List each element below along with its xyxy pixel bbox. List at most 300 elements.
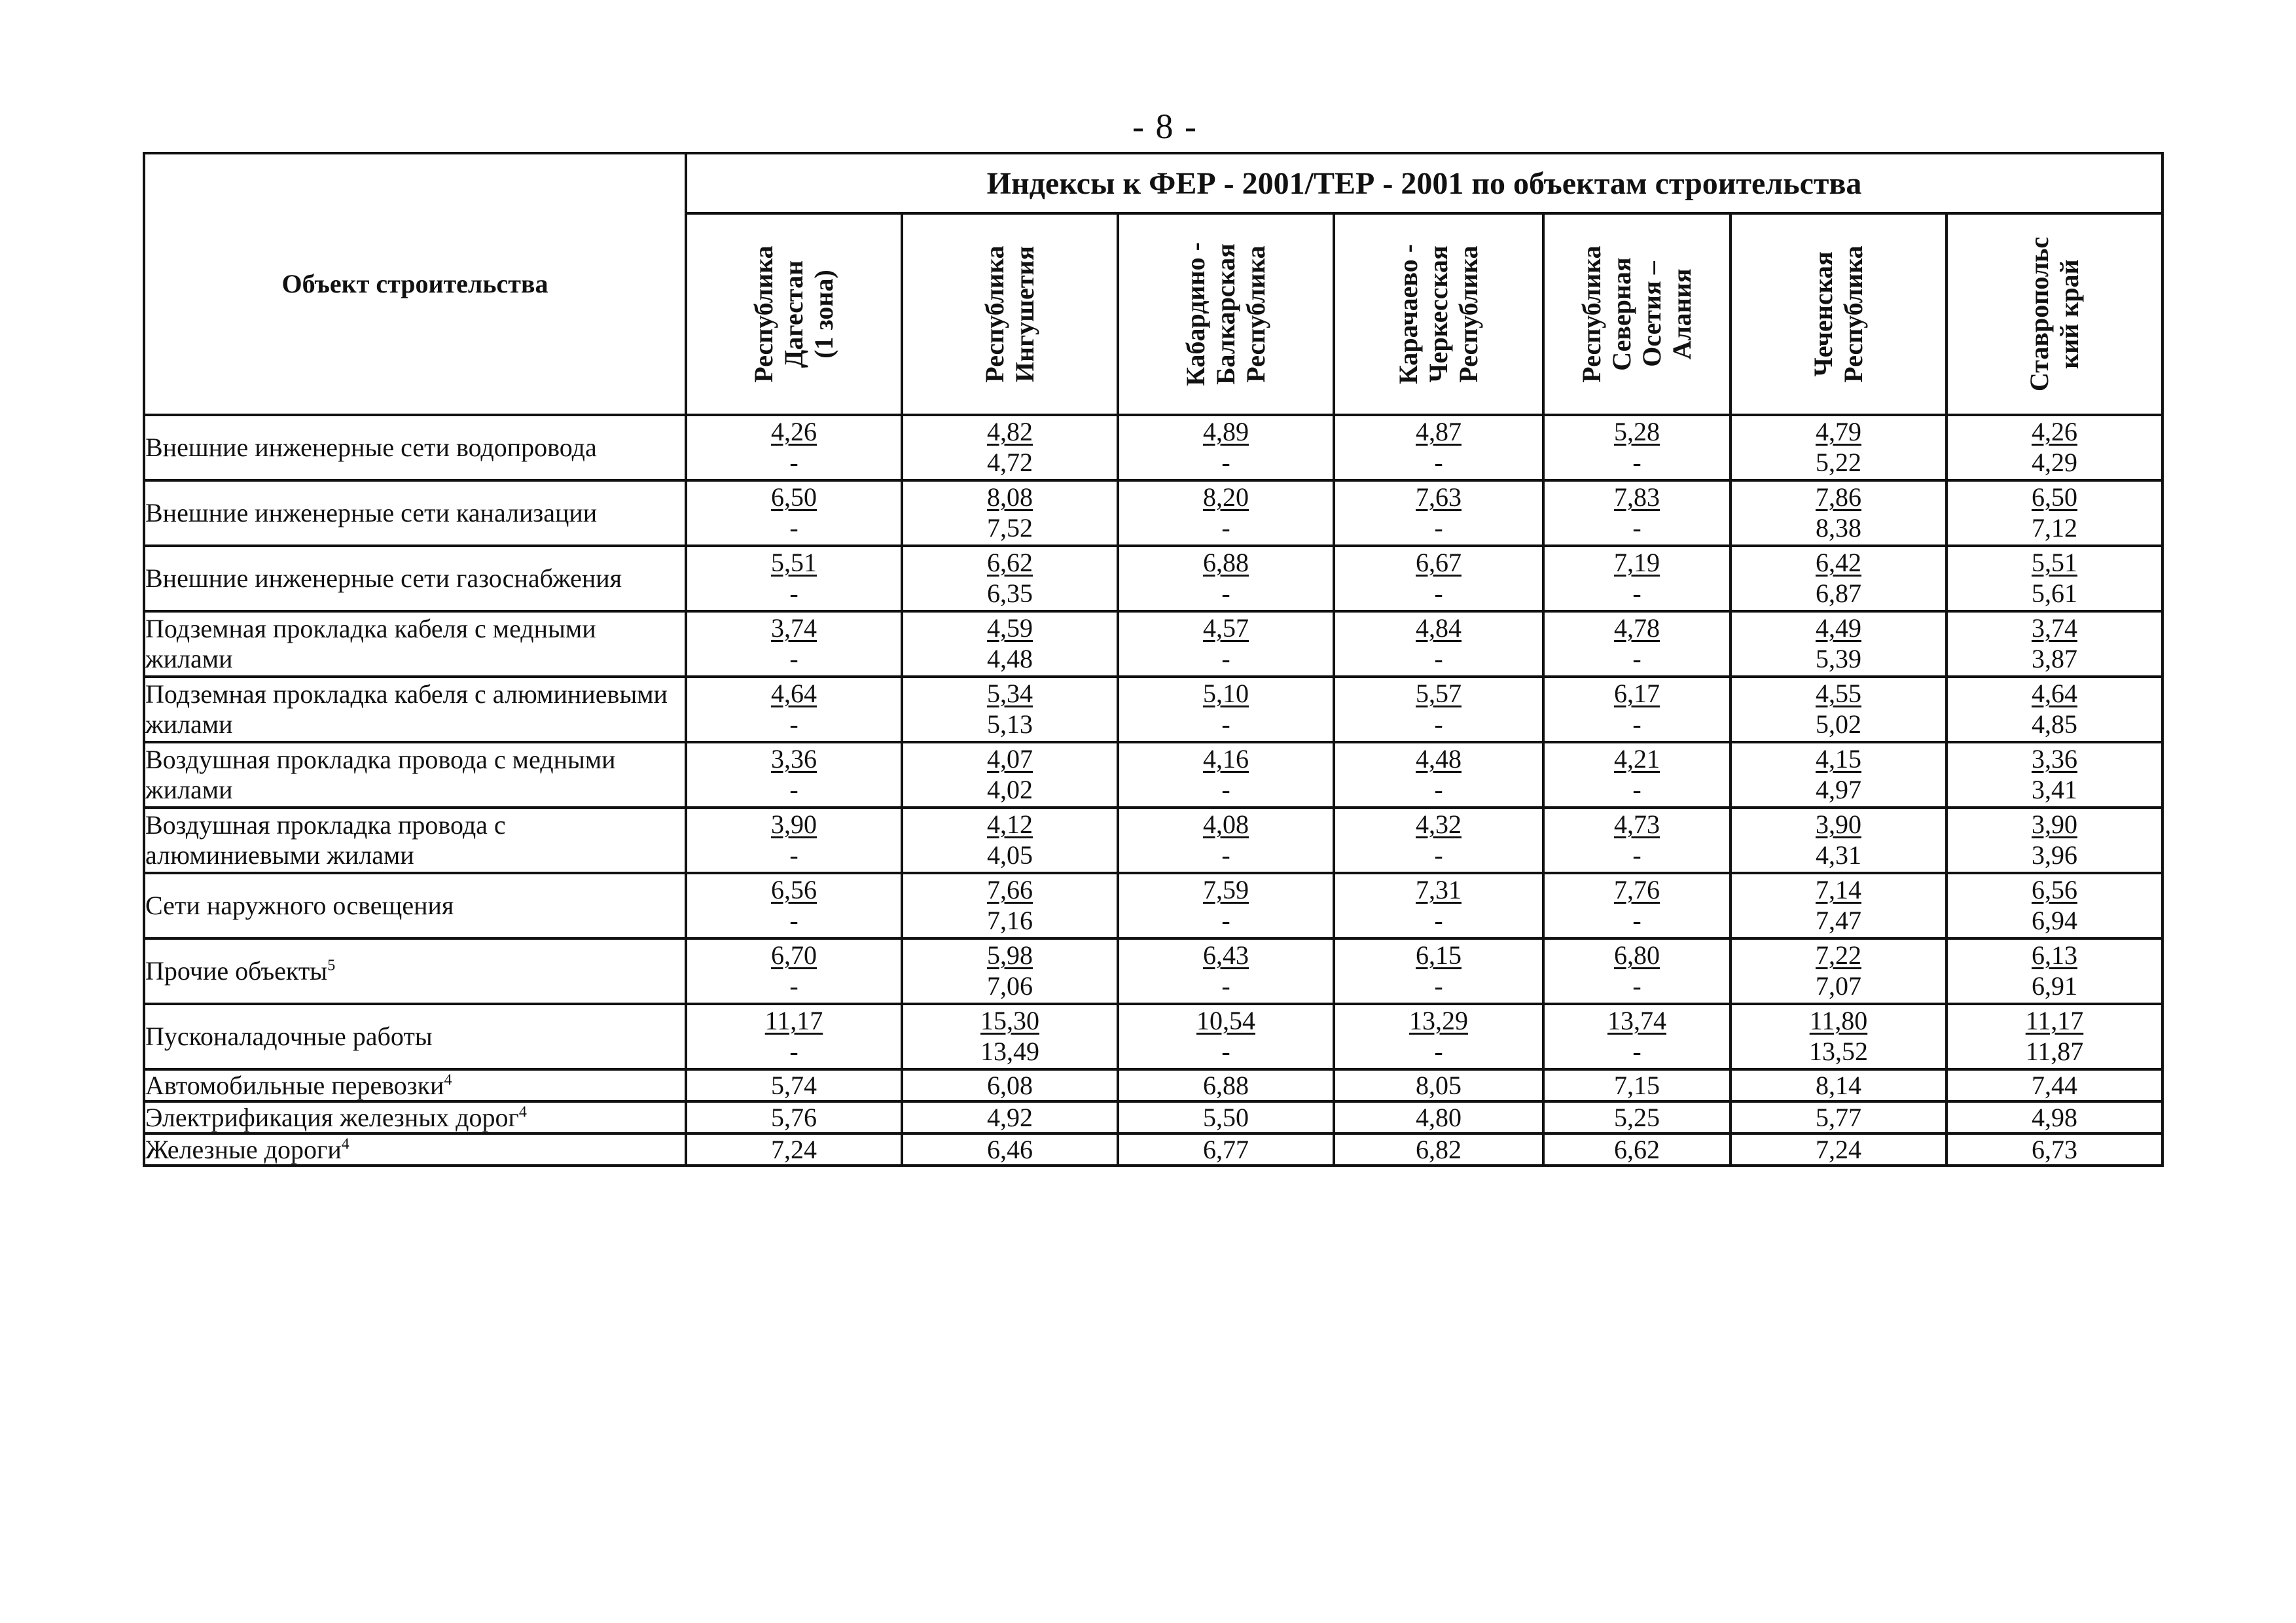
value-bottom: 11,87 [2025,1037,2084,1066]
value-top [1545,874,1729,905]
value-top [1732,613,1945,643]
value-top-text: 3,36 [2032,744,2078,774]
value-top [1732,874,1945,905]
value-top-text: 4,84 [1416,613,1462,643]
value-bottom: 4,02 [987,775,1033,804]
value-top-text: 4,08 [1203,810,1249,839]
value-bottom: - [1632,448,1641,477]
value-top-text: 4,78 [1614,613,1660,643]
value-top [1948,874,2161,905]
value-bottom: 5,39 [1816,644,1861,673]
value-top-text: 4,64 [2032,679,2078,708]
object-name-cell [144,808,686,873]
value-bottom: - [1632,906,1641,935]
value-cell [1334,808,1543,873]
value-cell [1543,611,1731,677]
value-cell [1543,873,1731,938]
value-top-text: 6,88 [1203,548,1249,577]
value-cell [902,873,1118,938]
value-bottom: - [1434,709,1443,739]
value-top-text: 6,62 [987,548,1033,577]
value-top [1545,613,1729,643]
value-cell: 6,73 [1946,1133,2162,1166]
value-top-text: 6,67 [1416,548,1462,577]
table-row [144,546,2162,611]
value-cell: 5,77 [1731,1101,1946,1133]
value-cell [1946,415,2162,480]
value-top [1119,482,1333,512]
value-cell [1946,873,2162,938]
value-cell [1543,742,1731,808]
value-cell: 6,88 [1118,1069,1334,1101]
value-cell [686,546,902,611]
value-top [903,547,1117,578]
region-header [1946,213,2162,415]
value-cell: 7,15 [1543,1069,1731,1101]
value-cell [1543,1004,1731,1069]
value-top [1119,1005,1333,1036]
value-bottom: 5,02 [1816,709,1861,739]
value-cell [1946,677,2162,742]
value-top [687,743,901,774]
value-cell: 6,62 [1543,1133,1731,1166]
object-name: Прочие объекты [145,956,328,986]
value-bottom: - [1221,971,1230,1001]
object-header: Объект строительства [144,153,686,415]
value-top [1948,678,2161,709]
value-cell [1334,546,1543,611]
value-top-text: 7,19 [1614,548,1660,577]
value-cell [1946,546,2162,611]
value-bottom: - [1632,644,1641,673]
value-cell [1731,938,1946,1004]
value-top-text: 4,89 [1203,417,1249,446]
value-top [1335,743,1542,774]
value-cell: 4,98 [1946,1101,2162,1133]
value-cell [1543,808,1731,873]
table-row [144,938,2162,1004]
value-top [1335,613,1542,643]
value-bottom: - [1221,709,1230,739]
value-cell [902,808,1118,873]
value-top [1335,482,1542,512]
region-label-line: Республика [1577,245,1606,383]
region-label-line: Черкесская [1424,245,1453,383]
value-top [903,613,1117,643]
value-top [1948,809,2161,840]
object-name: Внешние инженерные сети водопровода [145,433,597,462]
value-top [1119,874,1333,905]
value-cell [902,677,1118,742]
value-top [1732,809,1945,840]
value-top [1732,743,1945,774]
value-top [903,743,1117,774]
value-top-text: 4,48 [1416,744,1462,774]
value-top-text: 5,34 [987,679,1033,708]
value-bottom: - [1632,513,1641,543]
value-cell [1946,938,2162,1004]
value-bottom: 6,94 [2032,906,2078,935]
value-top [1948,482,2161,512]
value-top [903,416,1117,447]
value-cell [686,808,902,873]
value-top-text: 4,82 [987,417,1033,446]
value-top-text: 6,80 [1614,940,1660,970]
value-bottom: - [1434,513,1443,543]
value-top-text: 15,30 [980,1006,1039,1035]
value-top [1948,743,2161,774]
value-top [687,416,901,447]
region-header [686,213,902,415]
value-cell [1543,677,1731,742]
value-top [687,1005,901,1036]
value-cell [1334,415,1543,480]
object-name-cell [144,677,686,742]
value-bottom: - [1221,448,1230,477]
object-name-cell [144,546,686,611]
footnote-marker: 5 [327,957,336,974]
value-cell [1543,938,1731,1004]
value-cell [1334,742,1543,808]
value-top [1119,743,1333,774]
region-label-line: Осетия – [1637,261,1666,367]
value-cell [1731,1004,1946,1069]
value-bottom: 3,96 [2032,840,2078,870]
value-top-text: 11,17 [764,1006,823,1035]
value-bottom: 4,72 [987,448,1033,477]
value-cell [1118,546,1334,611]
value-top [1732,547,1945,578]
value-cell [1731,480,1946,546]
value-bottom: 3,41 [2032,775,2078,804]
region-header [1543,213,1731,415]
value-top-text: 3,90 [771,810,817,839]
object-name-cell [144,938,686,1004]
value-cell: 8,14 [1731,1069,1946,1101]
value-bottom: 4,29 [2032,448,2078,477]
value-top [1119,940,1333,971]
value-bottom: - [1221,840,1230,870]
value-top [1335,940,1542,971]
region-label-line: Карачаево - [1393,243,1423,385]
value-cell: 4,80 [1334,1101,1543,1133]
object-name-cell [144,1004,686,1069]
value-bottom: - [1434,840,1443,870]
value-top [903,678,1117,709]
value-cell [1731,546,1946,611]
value-top-text: 4,79 [1816,417,1861,446]
region-label [2024,219,2085,409]
value-bottom: 8,38 [1816,513,1861,543]
value-top [1335,416,1542,447]
value-top-text: 7,14 [1816,875,1861,904]
value-cell [1543,415,1731,480]
value-top [687,940,901,971]
region-label [1393,219,1484,409]
value-bottom: - [789,448,798,477]
value-cell [902,742,1118,808]
value-bottom: - [1434,448,1443,477]
value-top [1545,809,1729,840]
table-row [144,415,2162,480]
index-table [143,152,2164,1167]
value-bottom: - [1434,579,1443,608]
value-top-text: 4,49 [1816,613,1861,643]
value-top-text: 4,16 [1203,744,1249,774]
value-cell [1118,1004,1334,1069]
value-top [903,940,1117,971]
region-label-line: Алания [1667,268,1696,360]
value-top-text: 11,80 [1809,1006,1868,1035]
table-row [144,677,2162,742]
value-top [1948,547,2161,578]
object-name-cell [144,1101,686,1133]
value-top-text: 4,57 [1203,613,1249,643]
value-bottom: - [1632,971,1641,1001]
object-name: Железные дороги [145,1134,342,1164]
value-bottom: 7,06 [987,971,1033,1001]
value-bottom: 5,61 [2032,579,2078,608]
value-top [1732,1005,1945,1036]
value-cell [1543,546,1731,611]
value-bottom: 5,13 [987,709,1033,739]
value-bottom: - [1434,971,1443,1001]
region-label [749,219,839,409]
value-top [1545,416,1729,447]
value-bottom: - [1221,579,1230,608]
value-cell: 4,92 [902,1101,1118,1133]
value-top-text: 4,55 [1816,679,1861,708]
value-cell [902,938,1118,1004]
object-name: Подземная прокладка кабеля с медными жилами [145,614,596,673]
value-top [687,547,901,578]
value-bottom: - [789,579,798,608]
table-row [144,742,2162,808]
value-bottom: - [789,840,798,870]
object-name: Сети наружного освещения [145,891,454,920]
value-bottom: - [789,775,798,804]
value-cell [686,1004,902,1069]
value-top-text: 10,54 [1196,1006,1255,1035]
value-top-text: 7,83 [1614,482,1660,512]
value-top [687,482,901,512]
region-label-line: Республика [1241,245,1270,383]
value-bottom: 7,07 [1816,971,1861,1001]
value-top [1545,940,1729,971]
value-bottom: - [789,513,798,543]
value-cell [902,546,1118,611]
value-cell: 6,46 [902,1133,1118,1166]
value-cell [1543,480,1731,546]
value-cell [1731,677,1946,742]
value-top [903,1005,1117,1036]
value-cell [686,611,902,677]
value-top [687,874,901,905]
value-top-text: 6,70 [771,940,817,970]
value-bottom: 4,48 [987,644,1033,673]
value-top-text: 5,57 [1416,679,1462,708]
value-bottom: 4,97 [1816,775,1861,804]
value-top-text: 4,26 [2032,417,2078,446]
region-label [1808,219,1869,409]
region-label-line: Республика [1454,245,1483,383]
region-header [1118,213,1334,415]
value-top-text: 4,15 [1816,744,1861,774]
value-bottom: 5,22 [1816,448,1861,477]
object-name: Подземная прокладка кабеля с алюминиевыми жилами [145,679,668,739]
value-top [1119,547,1333,578]
value-top-text: 13,29 [1409,1006,1468,1035]
value-top [1948,613,2161,643]
value-cell: 5,74 [686,1069,902,1101]
value-top-text: 3,74 [2032,613,2078,643]
value-cell: 7,44 [1946,1069,2162,1101]
value-cell: 6,82 [1334,1133,1543,1166]
value-cell: 7,24 [686,1133,902,1166]
value-bottom: 4,85 [2032,709,2078,739]
page-number: - 8 - [1132,107,1198,146]
value-top-text: 3,90 [2032,810,2078,839]
value-top [1335,678,1542,709]
value-top [1119,613,1333,643]
value-cell [686,742,902,808]
value-cell [1731,742,1946,808]
value-bottom: - [789,709,798,739]
value-bottom: - [1434,775,1443,804]
value-top-text: 11,17 [2025,1006,2084,1035]
region-label-line: Республика [980,245,1009,383]
value-top-text: 4,12 [987,810,1033,839]
object-name: Электрификация железных дорог [145,1102,519,1132]
value-cell [1946,611,2162,677]
header-row-group [144,153,2162,213]
value-top-text: 7,66 [987,875,1033,904]
region-header [902,213,1118,415]
value-top-text: 7,31 [1416,875,1462,904]
object-name-cell [144,873,686,938]
value-cell: 8,05 [1334,1069,1543,1101]
value-top-text: 6,56 [771,875,817,904]
group-header: Индексы к ФЕР - 2001/ТЕР - 2001 по объектам строительства [686,153,2162,213]
table-row [144,1133,2162,1166]
value-bottom: - [1632,579,1641,608]
value-bottom: - [789,1037,798,1066]
value-cell [1946,480,2162,546]
value-top-text: 6,17 [1614,679,1660,708]
value-top [1545,547,1729,578]
value-bottom: 6,35 [987,579,1033,608]
value-bottom: 13,49 [980,1037,1039,1066]
value-top-text: 4,32 [1416,810,1462,839]
value-top [903,482,1117,512]
value-bottom: - [1632,775,1641,804]
value-cell: 5,76 [686,1101,902,1133]
region-label-line: Дагестан [779,260,808,368]
table-row [144,873,2162,938]
table-body [144,415,2162,1166]
value-top-text: 4,59 [987,613,1033,643]
value-top-text: 5,10 [1203,679,1249,708]
value-cell [1334,873,1543,938]
value-bottom: - [1221,513,1230,543]
value-bottom: - [1221,1037,1230,1066]
value-top [903,809,1117,840]
value-cell [902,415,1118,480]
value-top-text: 6,42 [1816,548,1861,577]
value-top-text: 4,21 [1614,744,1660,774]
value-cell [1946,742,2162,808]
value-top [1948,416,2161,447]
value-bottom: 4,05 [987,840,1033,870]
region-label-line: Балкарская [1211,243,1240,385]
value-top-text: 13,74 [1607,1006,1666,1035]
value-bottom: - [1632,1037,1641,1066]
value-bottom: - [1434,1037,1443,1066]
value-top-text: 4,87 [1416,417,1462,446]
region-label-line: (1 зона) [809,270,838,359]
value-top-text: 7,86 [1816,482,1861,512]
footnote-marker: 4 [444,1071,452,1089]
value-cell [1118,480,1334,546]
table-row [144,1101,2162,1133]
value-top-text: 5,51 [2032,548,2078,577]
table-row [144,808,2162,873]
value-cell [902,480,1118,546]
table-row [144,611,2162,677]
value-cell [686,677,902,742]
value-cell [1118,808,1334,873]
value-top-text: 5,51 [771,548,817,577]
value-top-text: 5,28 [1614,417,1660,446]
value-cell [1118,873,1334,938]
region-label-line: Северная [1607,257,1636,371]
footnote-marker: 4 [518,1103,527,1121]
region-label-line: Ингушетия [1010,245,1039,383]
region-label-line: Кабардино - [1181,242,1210,386]
object-name-cell [144,611,686,677]
value-cell [1731,873,1946,938]
value-cell: 5,25 [1543,1101,1731,1133]
value-cell [1731,415,1946,480]
object-name-cell [144,480,686,546]
value-bottom: - [1434,906,1443,935]
value-top-text: 7,59 [1203,875,1249,904]
value-bottom: 6,91 [2032,971,2078,1001]
value-bottom: 3,87 [2032,644,2078,673]
region-label-line: Ставропольс [2024,236,2054,392]
value-cell [686,938,902,1004]
value-top-text: 7,76 [1614,875,1660,904]
value-bottom: - [1221,644,1230,673]
value-top [687,678,901,709]
value-top [1335,547,1542,578]
value-cell [686,415,902,480]
value-bottom: 7,16 [987,906,1033,935]
value-top [1335,809,1542,840]
value-top-text: 6,43 [1203,940,1249,970]
region-header [1731,213,1946,415]
value-top [1119,416,1333,447]
value-top [1335,1005,1542,1036]
value-cell [1118,677,1334,742]
value-top [903,874,1117,905]
value-cell [1118,415,1334,480]
value-bottom: 7,12 [2032,513,2078,543]
object-name: Воздушная прокладка провода с медными жилами [145,745,616,804]
value-top-text: 7,22 [1816,940,1861,970]
value-cell [1946,1004,2162,1069]
value-bottom: 6,87 [1816,579,1861,608]
